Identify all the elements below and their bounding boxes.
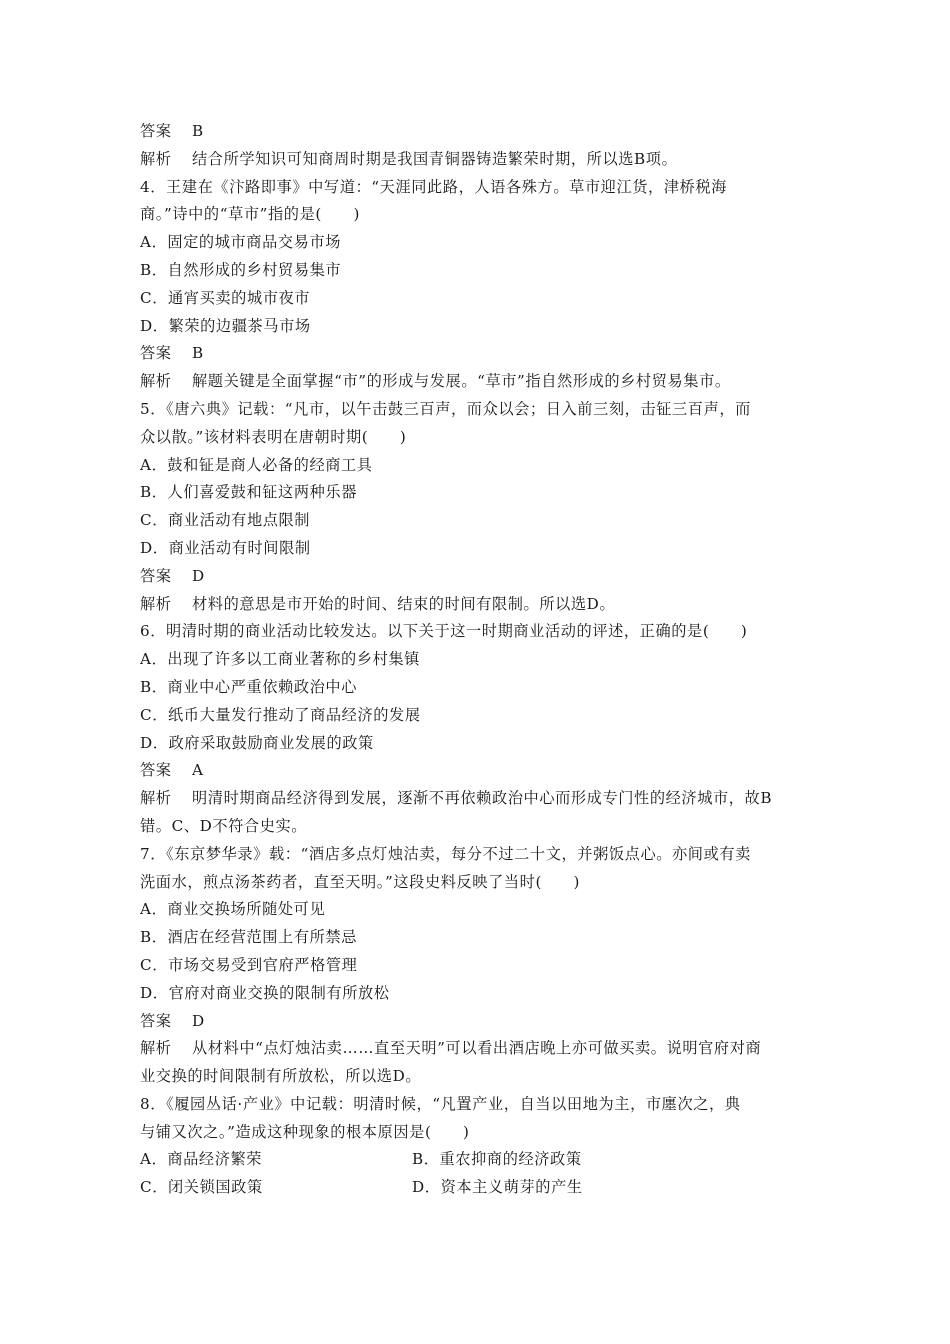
option-line: B．人们喜爱鼓和钲这两种乐器 bbox=[140, 483, 357, 502]
answer-line bbox=[140, 757, 820, 785]
answer-value: B bbox=[192, 344, 204, 363]
analysis-line bbox=[140, 785, 820, 813]
analysis-text: 解题关键是全面掌握“市”的形成与发展。“草市”指自然形成的乡村贸易集市。 bbox=[192, 372, 731, 391]
option-line: B．自然形成的乡村贸易集市 bbox=[140, 260, 342, 279]
analysis-text: 从材料中“点灯烛沽卖……直至天明”可以看出酒店晚上亦可做买卖。说明官府对商 bbox=[192, 1039, 762, 1058]
option-line: D．商业活动有时间限制 bbox=[140, 538, 311, 557]
option-line: C．市场交易受到官府严格管理 bbox=[140, 955, 358, 974]
analysis-line bbox=[140, 591, 820, 619]
answer-line bbox=[140, 340, 820, 368]
option-right: B．重农抑商的经济政策 bbox=[412, 1150, 582, 1169]
analysis-text: 明清时期商品经济得到发展，逐渐不再依赖政治中心而形成专门性的经济城市，故B bbox=[192, 789, 773, 808]
option-line: A．鼓和钲是商人必备的经商工具 bbox=[140, 455, 373, 474]
option-line: D．政府采取鼓励商业发展的政策 bbox=[140, 733, 374, 752]
question-line: 5．《唐六典》记载：“凡市，以午击鼓三百声，而众以会；日入前三刻，击钲三百声，而 bbox=[140, 399, 751, 418]
analysis-text: 结合所学知识可知商周时期是我国青铜器铸造繁荣时期，所以选B项。 bbox=[192, 149, 678, 168]
answer-value: D bbox=[192, 566, 205, 585]
analysis-text: 业交换的时间限制有所放松，所以选D。 bbox=[140, 1067, 422, 1086]
option-row bbox=[140, 1146, 820, 1174]
answer-label: 答案 bbox=[140, 122, 172, 140]
answer-line bbox=[140, 563, 820, 591]
analysis-text: 材料的意思是市开始的时间、结束的时间有限制。所以选D。 bbox=[192, 594, 616, 613]
option-line: A．出现了许多以工商业著称的乡村集镇 bbox=[140, 650, 420, 669]
question-line: 商。”诗中的“草市”指的是( ) bbox=[140, 205, 360, 224]
option-right: D．资本主义萌芽的产生 bbox=[412, 1178, 583, 1197]
question-line: 4．王建在《汴路即事》中写道：“天涯同此路，人语各殊方。草市迎江货，津桥税海 bbox=[140, 177, 727, 196]
analysis-line bbox=[140, 1035, 820, 1063]
question-line: 8．《履园丛话·产业》中记载：明清时候，“凡置产业，自当以田地为主，市廛次之，典 bbox=[140, 1094, 741, 1113]
analysis-line bbox=[140, 368, 820, 396]
answer-value: A bbox=[192, 761, 204, 780]
question-line: 洗面水，煎点汤茶药者，直至天明。”这段史料反映了当时( ) bbox=[140, 872, 581, 891]
option-line: C．纸币大量发行推动了商品经济的发展 bbox=[140, 705, 421, 724]
question-line: 7．《东京梦华录》载：“酒店多点灯烛沽卖，每分不过二十文，并粥饭点心。亦间或有卖 bbox=[140, 844, 751, 863]
analysis-label: 解析 bbox=[140, 149, 172, 168]
analysis-label: 解析 bbox=[140, 789, 172, 808]
answer-value: B bbox=[192, 122, 204, 140]
option-line: C．商业活动有地点限制 bbox=[140, 511, 311, 530]
option-line: B．酒店在经营范围上有所禁忌 bbox=[140, 928, 357, 947]
answer-line bbox=[140, 118, 820, 146]
answer-label: 答案 bbox=[140, 1011, 172, 1030]
answer-line bbox=[140, 1008, 820, 1036]
option-line: D．繁荣的边疆茶马市场 bbox=[140, 316, 311, 335]
option-line: C．通宵买卖的城市夜市 bbox=[140, 288, 311, 307]
question-line: 6．明清时期的商业活动比较发达。以下关于这一时期商业活动的评述，正确的是( ) bbox=[140, 622, 748, 641]
analysis-line bbox=[140, 813, 820, 841]
question-line: 众以散。”该材料表明在唐朝时期( ) bbox=[140, 427, 407, 446]
analysis-label: 解析 bbox=[140, 372, 172, 391]
document-page bbox=[140, 118, 820, 1202]
option-line: A．固定的城市商品交易市场 bbox=[140, 233, 342, 252]
answer-label: 答案 bbox=[140, 761, 172, 780]
option-line: B．商业中心严重依赖政治中心 bbox=[140, 677, 357, 696]
analysis-line bbox=[140, 1063, 820, 1091]
option-left: C．闭关锁国政策 bbox=[140, 1178, 263, 1197]
answer-label: 答案 bbox=[140, 566, 172, 585]
answer-label: 答案 bbox=[140, 344, 172, 363]
option-line: A．商业交换场所随处可见 bbox=[140, 900, 326, 919]
option-row bbox=[140, 1174, 820, 1202]
analysis-label: 解析 bbox=[140, 1039, 172, 1058]
option-left: A．商品经济繁荣 bbox=[140, 1150, 263, 1169]
option-line: D．官府对商业交换的限制有所放松 bbox=[140, 983, 390, 1002]
analysis-line bbox=[140, 146, 820, 174]
answer-value: D bbox=[192, 1011, 205, 1030]
analysis-text: 错。C、D不符合史实。 bbox=[140, 816, 308, 835]
analysis-label: 解析 bbox=[140, 594, 172, 613]
question-line: 与铺又次之。”造成这种现象的根本原因是( ) bbox=[140, 1122, 470, 1141]
